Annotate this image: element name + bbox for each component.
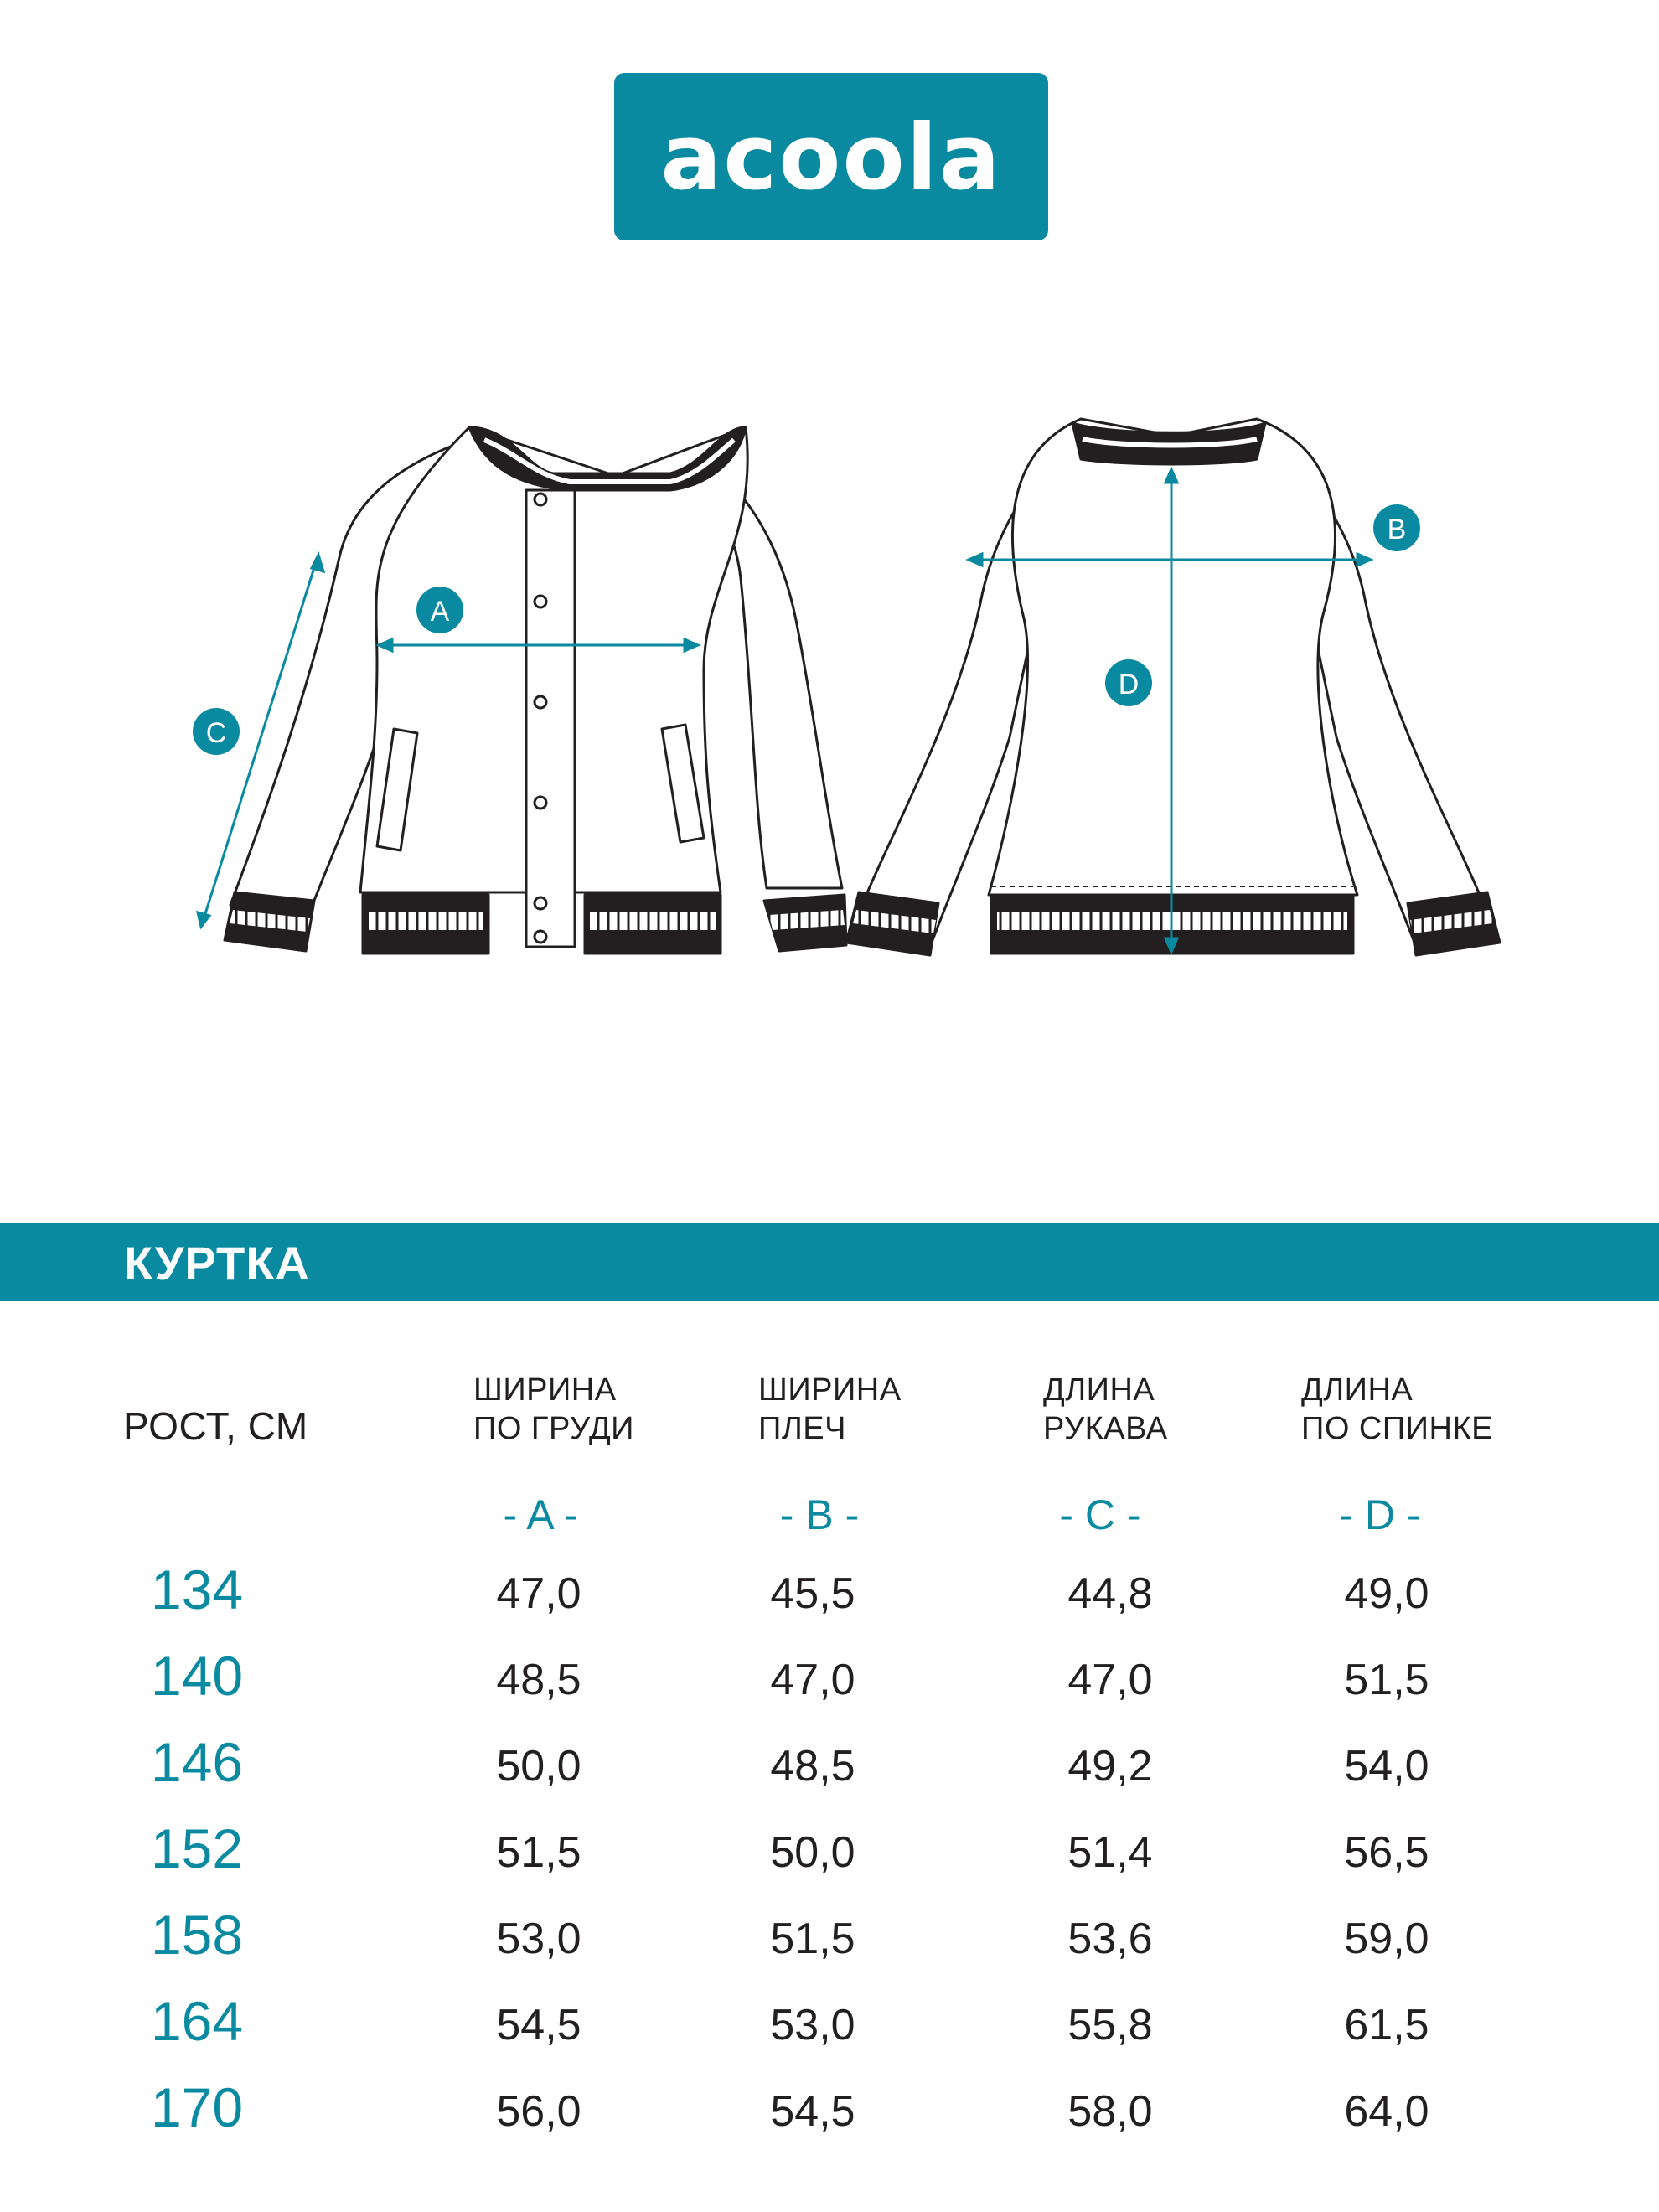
sleeve-length-cell: 47,0 [1067, 1656, 1153, 1704]
column-header-back-line2: ПО СПИНКЕ [1301, 1411, 1493, 1446]
sleeve-length-cell: 58,0 [1067, 2087, 1153, 2136]
shoulder-width-cell: 50,0 [770, 1828, 855, 1877]
sleeve-length-cell: 51,4 [1067, 1828, 1153, 1877]
svg-text:C: C [205, 717, 227, 749]
height-cell: 164 [150, 1990, 244, 2052]
column-letter-b: - B - [779, 1491, 860, 1538]
jacket-front [225, 427, 846, 954]
chest-width-cell: 51,5 [496, 1828, 581, 1877]
shoulder-width-cell: 53,0 [770, 2001, 855, 2049]
column-letter-c: - C - [1059, 1491, 1141, 1538]
column-header-chest-line2: ПО ГРУДИ [473, 1411, 634, 1446]
shoulder-width-cell: 47,0 [770, 1656, 855, 1704]
back-length-cell: 61,5 [1344, 2001, 1429, 2049]
chest-width-cell: 53,0 [496, 1915, 581, 1963]
chest-width-cell: 56,0 [496, 2087, 581, 2136]
sleeve-length-cell: 44,8 [1067, 1569, 1153, 1618]
row-header: РОСТ, СМ [123, 1404, 308, 1448]
chest-width-cell: 47,0 [496, 1569, 581, 1618]
shoulder-width-cell: 54,5 [770, 2087, 855, 2136]
column-header-shoulder-line1: ШИРИНА [758, 1372, 902, 1408]
column-letter-d: - D - [1339, 1491, 1421, 1538]
svg-text:B: B [1387, 514, 1407, 545]
height-cell: 146 [150, 1731, 244, 1793]
section-banner [0, 1223, 1659, 1301]
shoulder-width-cell: 51,5 [770, 1915, 855, 1963]
sleeve-length-cell: 53,6 [1067, 1915, 1153, 1963]
marker-a [416, 587, 463, 633]
section-title: КУРТКА [124, 1237, 310, 1289]
back-length-cell: 59,0 [1344, 1915, 1429, 1963]
column-header-back-line1: ДЛИНА [1301, 1372, 1414, 1408]
shoulder-width-cell: 48,5 [770, 1742, 855, 1791]
height-cell: 170 [150, 2076, 244, 2138]
back-length-cell: 49,0 [1344, 1569, 1429, 1618]
brand-logo-text: acoola [660, 106, 1002, 210]
chest-width-cell: 50,0 [496, 1742, 581, 1791]
height-cell: 134 [150, 1558, 244, 1620]
sleeve-length-cell: 49,2 [1067, 1742, 1153, 1791]
marker-d [1105, 659, 1152, 706]
marker-c [193, 708, 240, 755]
back-length-cell: 64,0 [1344, 2087, 1429, 2136]
jacket-diagram [0, 0, 1659, 1005]
height-cell: 152 [150, 1817, 244, 1879]
column-header-sleeve-line1: ДЛИНА [1043, 1372, 1155, 1408]
svg-text:A: A [430, 596, 450, 628]
chest-width-cell: 54,5 [496, 2001, 581, 2049]
marker-b [1373, 504, 1420, 551]
column-header-shoulder-line2: ПЛЕЧ [758, 1411, 846, 1446]
column-letter-a: - A - [503, 1491, 578, 1538]
height-cell: 158 [150, 1904, 244, 1966]
jacket-back [846, 419, 1500, 955]
column-header-chest-line1: ШИРИНА [473, 1372, 617, 1408]
back-length-cell: 54,0 [1344, 1742, 1429, 1791]
svg-text:D: D [1118, 669, 1140, 700]
shoulder-width-cell: 45,5 [770, 1569, 855, 1618]
back-length-cell: 51,5 [1344, 1656, 1429, 1704]
height-cell: 140 [150, 1645, 244, 1707]
back-length-cell: 56,5 [1344, 1828, 1429, 1877]
chest-width-cell: 48,5 [496, 1656, 581, 1704]
sleeve-length-cell: 55,8 [1067, 2001, 1153, 2049]
column-header-sleeve-line2: РУКАВА [1043, 1411, 1168, 1446]
